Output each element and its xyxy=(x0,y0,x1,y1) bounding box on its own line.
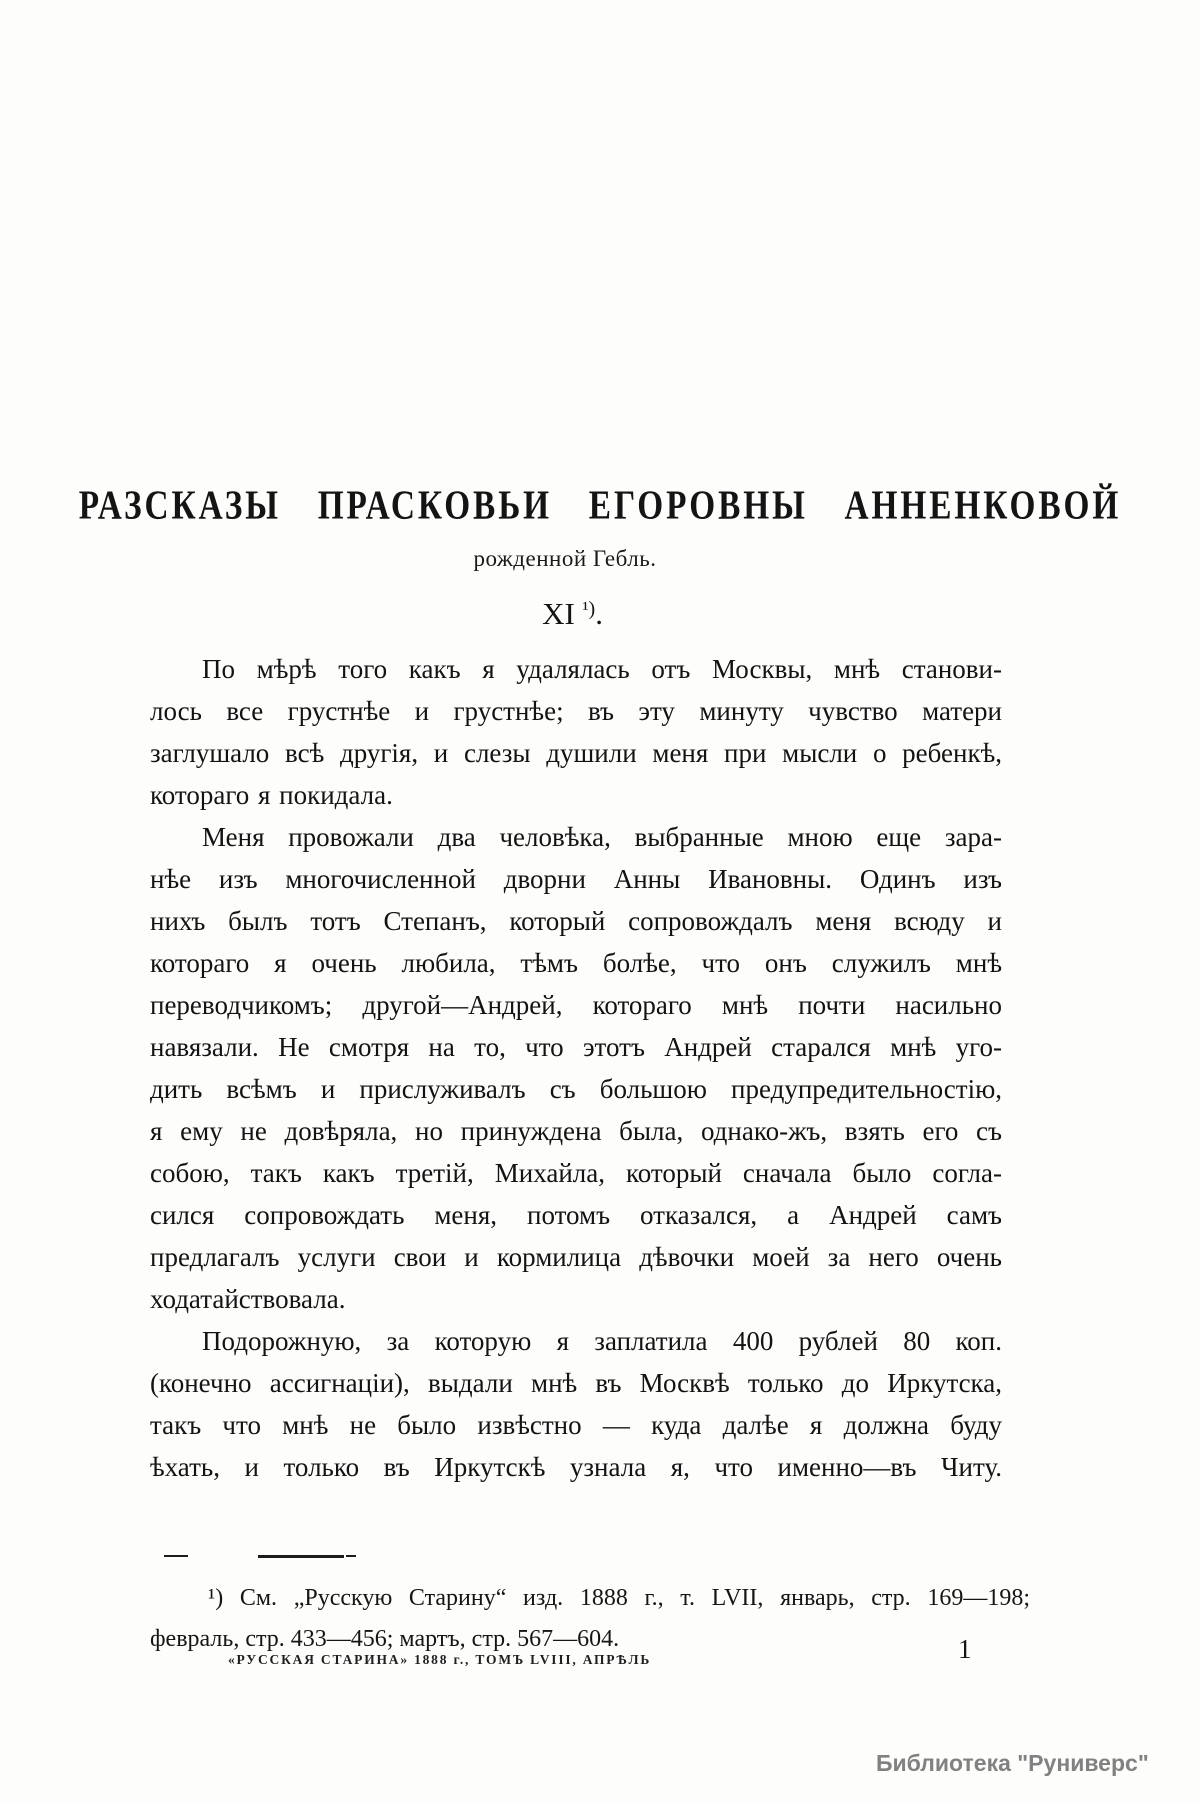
text-line: нихъ былъ тотъ Степанъ, который сопровождалъ меня всюду и xyxy=(150,906,1002,936)
text-line: ходатайствовала. xyxy=(150,1284,346,1314)
footnote-line: ¹) См. „Русскую Старину“ изд. 1888 г., т. LVII, январь, стр. 169—198; xyxy=(208,1585,1030,1611)
chapter-heading xyxy=(35,596,1110,632)
text-line: нѣе изъ многочисленной дворни Анны Ивановны. Одинъ изъ xyxy=(150,864,1002,894)
library-watermark: Библиотека "Руниверс" xyxy=(876,1750,1149,1776)
text-line: навязали. Не смотря на то, что этотъ Андрей старался мнѣ уго- xyxy=(150,1032,1002,1062)
text-line: собою, такъ какъ третій, Михайла, который сначала было согла- xyxy=(150,1158,1002,1188)
footnote xyxy=(150,1578,1030,1660)
text-line: котораго я очень любила, тѣмъ болѣе, что онъ служилъ мнѣ xyxy=(150,948,1002,978)
text-line: Подорожную, за которую я заплатила 400 рублей 80 коп. xyxy=(202,1326,1002,1356)
text-line: По мѣрѣ того какъ я удалялась отъ Москвы, мнѣ станови- xyxy=(202,654,1002,684)
text-line: ѣхать, и только въ Иркутскѣ узнала я, что именно—въ Читу. xyxy=(150,1452,1002,1482)
text-line: (конечно ассигнаціи), выдали мнѣ въ Москвѣ только до Иркутска, xyxy=(150,1368,1002,1398)
text-line: Меня провожали два человѣка, выбранные мною еще зара- xyxy=(202,822,1002,852)
footnote-separator xyxy=(164,1555,188,1557)
footnote-separator xyxy=(346,1555,356,1557)
text-line: предлагалъ услуги свои и кормилица дѣвочки моей за него очень xyxy=(150,1242,1002,1272)
text-line: я ему не довѣряла, но принуждена была, однако-жъ, взять его съ xyxy=(150,1116,1002,1146)
footnote-separator xyxy=(258,1555,344,1558)
text-line: котораго я покидала. xyxy=(150,780,393,810)
footnote-line: февраль, стр. 433—456; мартъ, стр. 567—604. xyxy=(150,1626,620,1652)
text-line: заглушало всѣ другія, и слезы душили меня при мысли о ребенкѣ, xyxy=(150,738,1002,768)
subtitle: рожденной Гебль. xyxy=(473,546,657,571)
page-number: 1 xyxy=(958,1634,972,1664)
page-title: РАЗСКАЗЫ ПРАСКОВЬИ ЕГОРОВНЫ АННЕНКОВОЙ xyxy=(78,482,1122,528)
chapter-number: XI xyxy=(542,596,575,631)
text-line: сился сопровождать меня, потомъ отказался, а Андрей самъ xyxy=(150,1200,1002,1230)
text-line: дить всѣмъ и прислуживалъ съ большою предупредительностію, xyxy=(150,1074,1002,1104)
body-text xyxy=(150,648,1002,1488)
paragraph xyxy=(150,816,1002,1320)
text-line: лось все грустнѣе и грустнѣе; въ эту минуту чувство матери xyxy=(150,696,1002,726)
chapter-period: . xyxy=(595,596,603,631)
text-line: такъ что мнѣ не было извѣстно — куда далѣе я должна буду xyxy=(150,1410,1002,1440)
chapter-footnote-ref: ¹) xyxy=(582,598,596,620)
journal-imprint: «РУССКАЯ СТАРИНА» 1888 г., ТОМЪ LVIII, АПРѢЛЬ xyxy=(228,1652,652,1667)
paragraph xyxy=(150,648,1002,816)
text-line: переводчикомъ; другой—Андрей, котораго мнѣ почти насильно xyxy=(150,990,1002,1020)
paragraph xyxy=(150,1320,1002,1488)
